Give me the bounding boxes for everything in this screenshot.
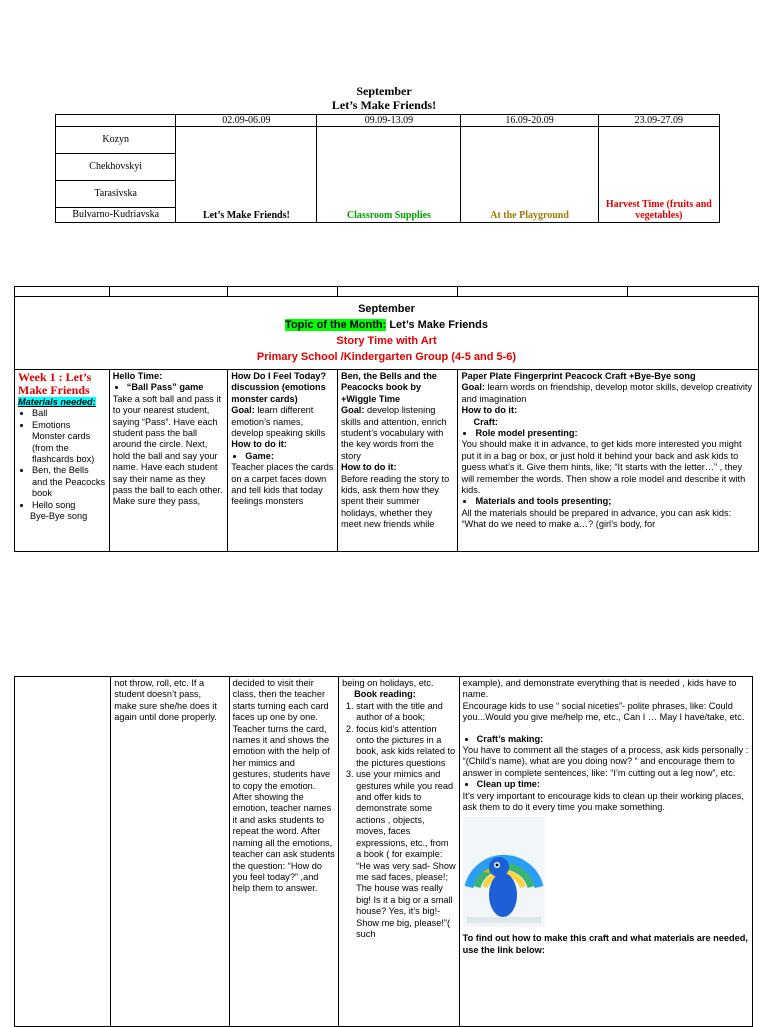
- teacher-cell: Chekhovskyi: [56, 154, 176, 181]
- list-item: • Ben, the Bells and the Peacocks book: [32, 465, 106, 499]
- craft-title: Paper Plate Fingerprint Peacock Craft +Bye-Bye song: [461, 371, 696, 381]
- list-item: • Ball: [32, 408, 106, 419]
- goal-text: develop listening skills and attention, enrich student’s vocabulary with the key words from the story: [340, 405, 447, 461]
- topic-cell: At the Playground: [461, 127, 598, 223]
- schedule-month: September: [356, 84, 412, 98]
- topic-cell: Let’s Make Friends!: [176, 127, 317, 223]
- date-cell: 16.09-20.09: [461, 115, 598, 127]
- feel-cont-cell: [229, 677, 338, 1027]
- continuation-table: [14, 676, 759, 1027]
- plan-program: Story Time with Art: [336, 335, 437, 347]
- peacock-craft-image: [463, 817, 545, 927]
- book-text: Before reading the story to kids, ask them how they spent their summer holidays, whether they meet new friends while: [340, 473, 450, 530]
- plan-topic: [15, 317, 758, 333]
- book-intro: being on holidays, etc.: [342, 678, 434, 688]
- materials-label: Materials needed:: [18, 397, 96, 407]
- craft-label: Craft:: [473, 416, 498, 427]
- clean-up-text: It’s very important to encourage kids to clean up their working places, ask them to do it every time you make something.: [462, 790, 744, 813]
- hello-title: Hello Time:: [112, 371, 163, 381]
- craft-p1: example), and demonstrate everything that is needed , kids have to name.: [462, 678, 737, 700]
- plan-month: September: [358, 303, 415, 315]
- date-cell: 23.09-27.09: [598, 115, 719, 127]
- week-row: [15, 370, 759, 552]
- materials-list: [18, 408, 106, 511]
- schedule-title: [0, 84, 768, 112]
- craft-cell: [458, 370, 759, 552]
- date-cell: 02.09-06.09: [176, 115, 317, 127]
- feel-today-cell: [228, 370, 338, 552]
- tools-label: Materials and tools presenting;: [475, 496, 612, 507]
- teacher-cell: Tarasivska: [56, 181, 176, 208]
- ball-pass-bullet: “Ball Pass” game: [126, 382, 204, 393]
- craft-making-label: Craft’s making:: [476, 733, 544, 744]
- goal-text: learn different emotion’s names, develop speaking skills: [231, 405, 326, 439]
- schedule-table: [55, 114, 720, 223]
- how-label: How to do it:: [340, 462, 397, 473]
- list-item: • Emotions Monster cards (from the flashcards box): [32, 420, 106, 466]
- how-label: How to do it:: [231, 439, 287, 450]
- topic-label: Topic of the Month:: [285, 319, 387, 331]
- peacock-illustration: [463, 817, 545, 927]
- spacer-row: [15, 287, 759, 297]
- book-cell: [337, 370, 458, 552]
- date-cell: 09.09-13.09: [317, 115, 461, 127]
- craft-cont-cell: [459, 677, 752, 1027]
- reading-steps: [342, 701, 456, 941]
- feel-text: Teacher places the cards on a carpet faces down and tell kids that today feelings monsters: [231, 462, 334, 507]
- topic-cell: Harvest Time (fruits and vegetables): [598, 127, 719, 223]
- plan-header-row: [15, 297, 759, 370]
- role-label: Role model presenting:: [475, 428, 578, 439]
- feel-title: How Do I Feel Today? discussion (emotions monster cards): [231, 371, 327, 404]
- craft-making-text: You have to comment all the stages of a process, ask kids personally :: [462, 745, 749, 756]
- book-cont-cell: [339, 677, 460, 1027]
- schedule-date-row: [56, 115, 720, 127]
- goal-text: learn words on friendship, develop motor skills, develop creativity and imagination: [461, 382, 753, 404]
- tools-text: All the materials should be prepared in advance, you can ask kids: “What do we need to make a…? (girl’s body, for: [461, 507, 732, 530]
- hello-cont-cell: [111, 677, 229, 1027]
- continuation-row: [15, 677, 760, 1027]
- craft-making-text2: “(Child’s name), what are you doing now? “ and encourage them to answer in complete sentences, like: “I’m cutting out a leg now”, etc.: [462, 756, 736, 778]
- topic-cell: Classroom Supplies: [317, 127, 461, 223]
- teacher-cell: Kozyn: [56, 127, 176, 154]
- teacher-cell: Bulvarno-Kudriavska: [56, 208, 176, 223]
- list-item: 1. start with the title and author of a book;: [356, 701, 456, 724]
- schedule-row: [56, 127, 720, 154]
- hello-time-cell: [109, 370, 228, 552]
- topic-text: Let’s Make Friends: [386, 319, 488, 331]
- plan-group: Primary School /Kindergarten Group (4-5 and 5-6): [256, 351, 517, 363]
- goal-label: Goal:: [231, 405, 255, 416]
- list-item: • Hello song: [32, 500, 106, 511]
- plan-header: [15, 297, 759, 370]
- craft-link-text: To find out how to make this craft and what materials are needed, use the link below:: [462, 933, 748, 955]
- game-label: Game:: [245, 450, 274, 461]
- lesson-plan-table: [14, 286, 759, 552]
- how-label: How to do it:: [461, 405, 518, 416]
- materials-tail: Bye-Bye song: [30, 511, 88, 522]
- book-title: Ben, the Bells and the Peacocks book by +Wiggle Time: [340, 371, 437, 404]
- corner-cell: [56, 115, 176, 127]
- role-text: You should make it in advance, to get kids more interested you might put it in a bag or box, or just hold it behind your back and ask kids to guess what’s it. Give them hints, like; “It starts with the letter…” , they will remember the words. Then show a role model and describe it with kids.: [461, 439, 746, 496]
- clean-up-label: Clean up time:: [476, 779, 540, 790]
- feel-cont-text: decided to visit their class, then the teacher starts turning each card faces up one by one. Teacher turns the card, names it and shows the emotion with the help of her mimics and gestures, students have to copy the emotion. After showing the emotion, teacher names it and asks students to repeat the word. After naming all the emotions, teacher can ask students the question: “How do you feel today?” ,and help them to answer.: [232, 678, 335, 894]
- goal-label: Goal:: [461, 382, 485, 393]
- list-item: 3. use your mimics and gestures while you read and offer kids to demonstrate some actions , objects, moves, faces expressions, etc., from a book ( for example: “He was very sad- Show me sad faces, please!; The house was really big! Is it a big or a small house? Yes, it’s big!- Show me big, please!”( such: [356, 769, 456, 940]
- week-cell: [15, 677, 111, 1027]
- schedule-heading: Let’s Make Friends!: [331, 98, 437, 112]
- reading-label: Book reading:: [354, 689, 416, 700]
- week-title: Week 1 : Let’s Make Friends: [18, 370, 92, 397]
- week-cell: [15, 370, 110, 552]
- hello-cont-text: not throw, roll, etc. If a student doesn’t pass, make sure she/he does it again until done properly.: [114, 678, 217, 723]
- craft-p2: Encourage kids to use “ social niceties”- polite phrases, like: Could you...Would you give me/help me, etc., Can I … May I have/take, etc.: [462, 700, 745, 723]
- goal-label: Goal:: [340, 405, 365, 416]
- hello-text: Take a soft ball and pass it to your nearest student, saying “Pass”. Have each student pass the ball around the circle. Next, hold the ball and say your name. Have each student say their name as they pass the ball to each other. Make sure they pass,: [112, 393, 223, 507]
- list-item: 2. focus kid’s attention onto the pictures in a book, ask kids related to the pictures questions: [356, 724, 456, 770]
